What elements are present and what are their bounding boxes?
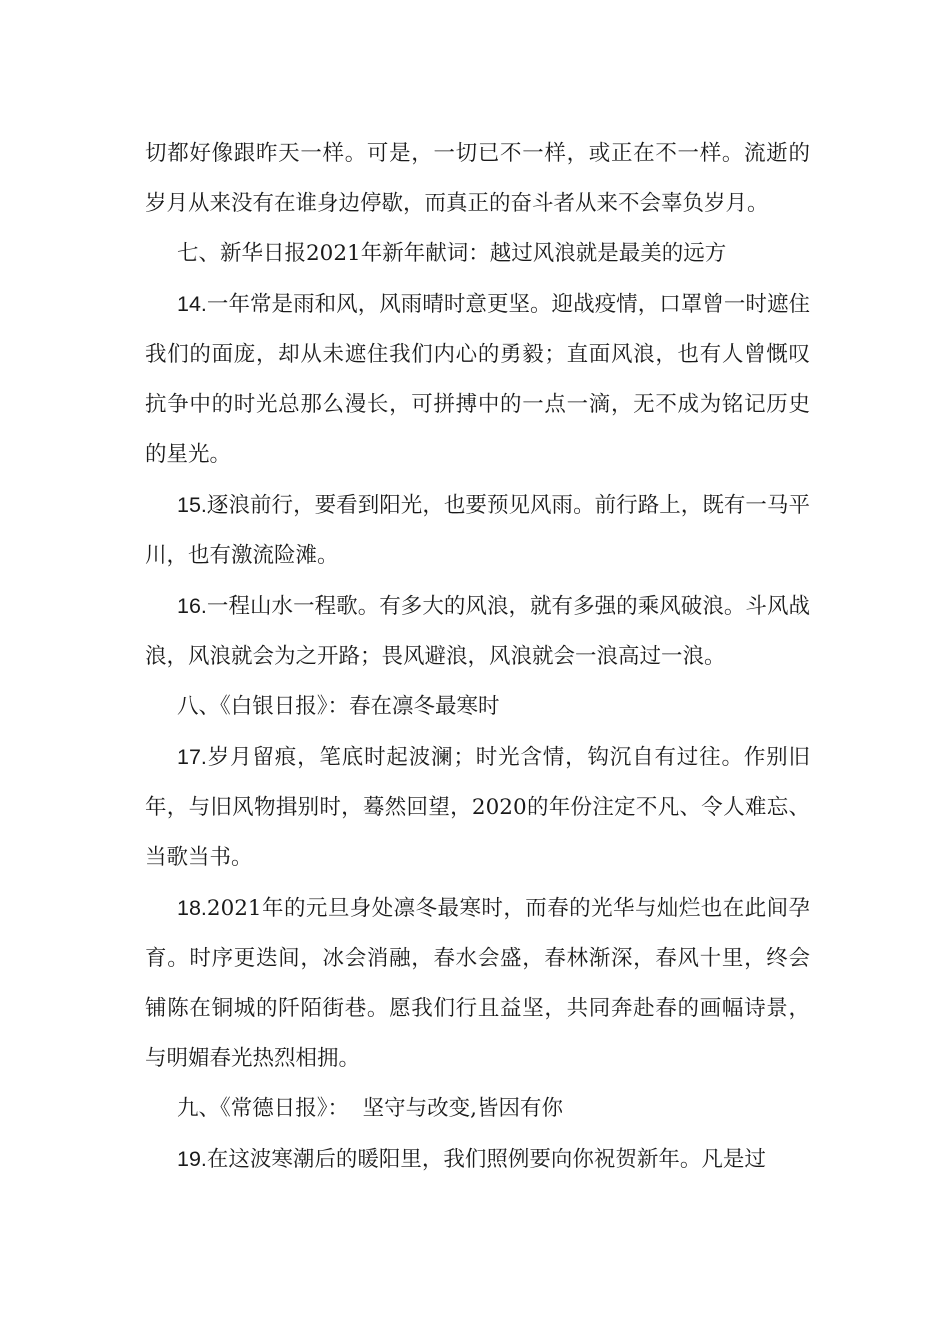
heading-text: 九、《常德日报》： 坚守与改变,皆因有你 [177,1096,564,1121]
paragraph-text: 逐浪前行，要看到阳光，也要预见风雨。前行路上，既有一马平川，也有激流险滩。 [145,493,810,568]
paragraph-number: 18. [177,896,207,920]
paragraph-text: 一年常是雨和风，风雨晴时意更坚。迎战疫情，口罩曾一时遮住我们的面庞，却从未遮住我们内心的勇毅；直面风浪，也有人曾慨叹抗争中的时光总那么漫长，可拼搏中的一点一滴，无不成为铭记历史的星光。 [145,292,810,467]
section-heading-9 [145,1084,810,1134]
heading-text: 七、新华日报2021年新年献词：越过风浪就是最美的远方 [177,241,727,266]
paragraph-19 [145,1134,810,1185]
paragraph-number: 14. [177,292,207,316]
paragraph-17 [145,732,810,883]
paragraph-15 [145,480,810,581]
paragraph-text: 2021年的元旦身处凛冬最寒时，而春的光华与灿烂也在此间孕育。时序更迭间，冰会消融，春水会盛，春林渐深，春风十里，终会铺陈在铜城的阡陌街巷。愿我们行且益坚，共同奔赴春的画幅诗景，与明媚春光热烈相拥。 [145,896,810,1071]
paragraph-continuation [145,129,810,229]
paragraph-number: 15. [177,493,207,517]
section-heading-8 [145,682,810,732]
paragraph-text: 一程山水一程歌。有多大的风浪，就有多强的乘风破浪。斗风战浪，风浪就会为之开路；畏风避浪，风浪就会一浪高过一浪。 [145,594,810,669]
document-body [145,129,810,1185]
paragraph-text: 切都好像跟昨天一样。可是，一切已不一样，或正在不一样。流逝的岁月从来没有在谁身边停歇，而真正的奋斗者从来不会辜负岁月。 [145,141,810,216]
paragraph-18 [145,883,810,1084]
paragraph-number: 17. [177,745,207,769]
paragraph-16 [145,581,810,682]
paragraph-number: 16. [177,594,207,618]
paragraph-14 [145,279,810,480]
section-heading-7 [145,229,810,279]
paragraph-number: 19. [177,1147,207,1171]
paragraph-text: 岁月留痕，笔底时起波澜；时光含情，钩沉自有过往。作别旧年，与旧风物揖别时，蓦然回望，2020的年份注定不凡、令人难忘、当歌当书。 [145,745,810,870]
paragraph-text: 在这波寒潮后的暖阳里，我们照例要向你祝贺新年。凡是过 [206,1147,766,1172]
heading-text: 八、《白银日报》：春在凛冬最寒时 [177,694,500,719]
